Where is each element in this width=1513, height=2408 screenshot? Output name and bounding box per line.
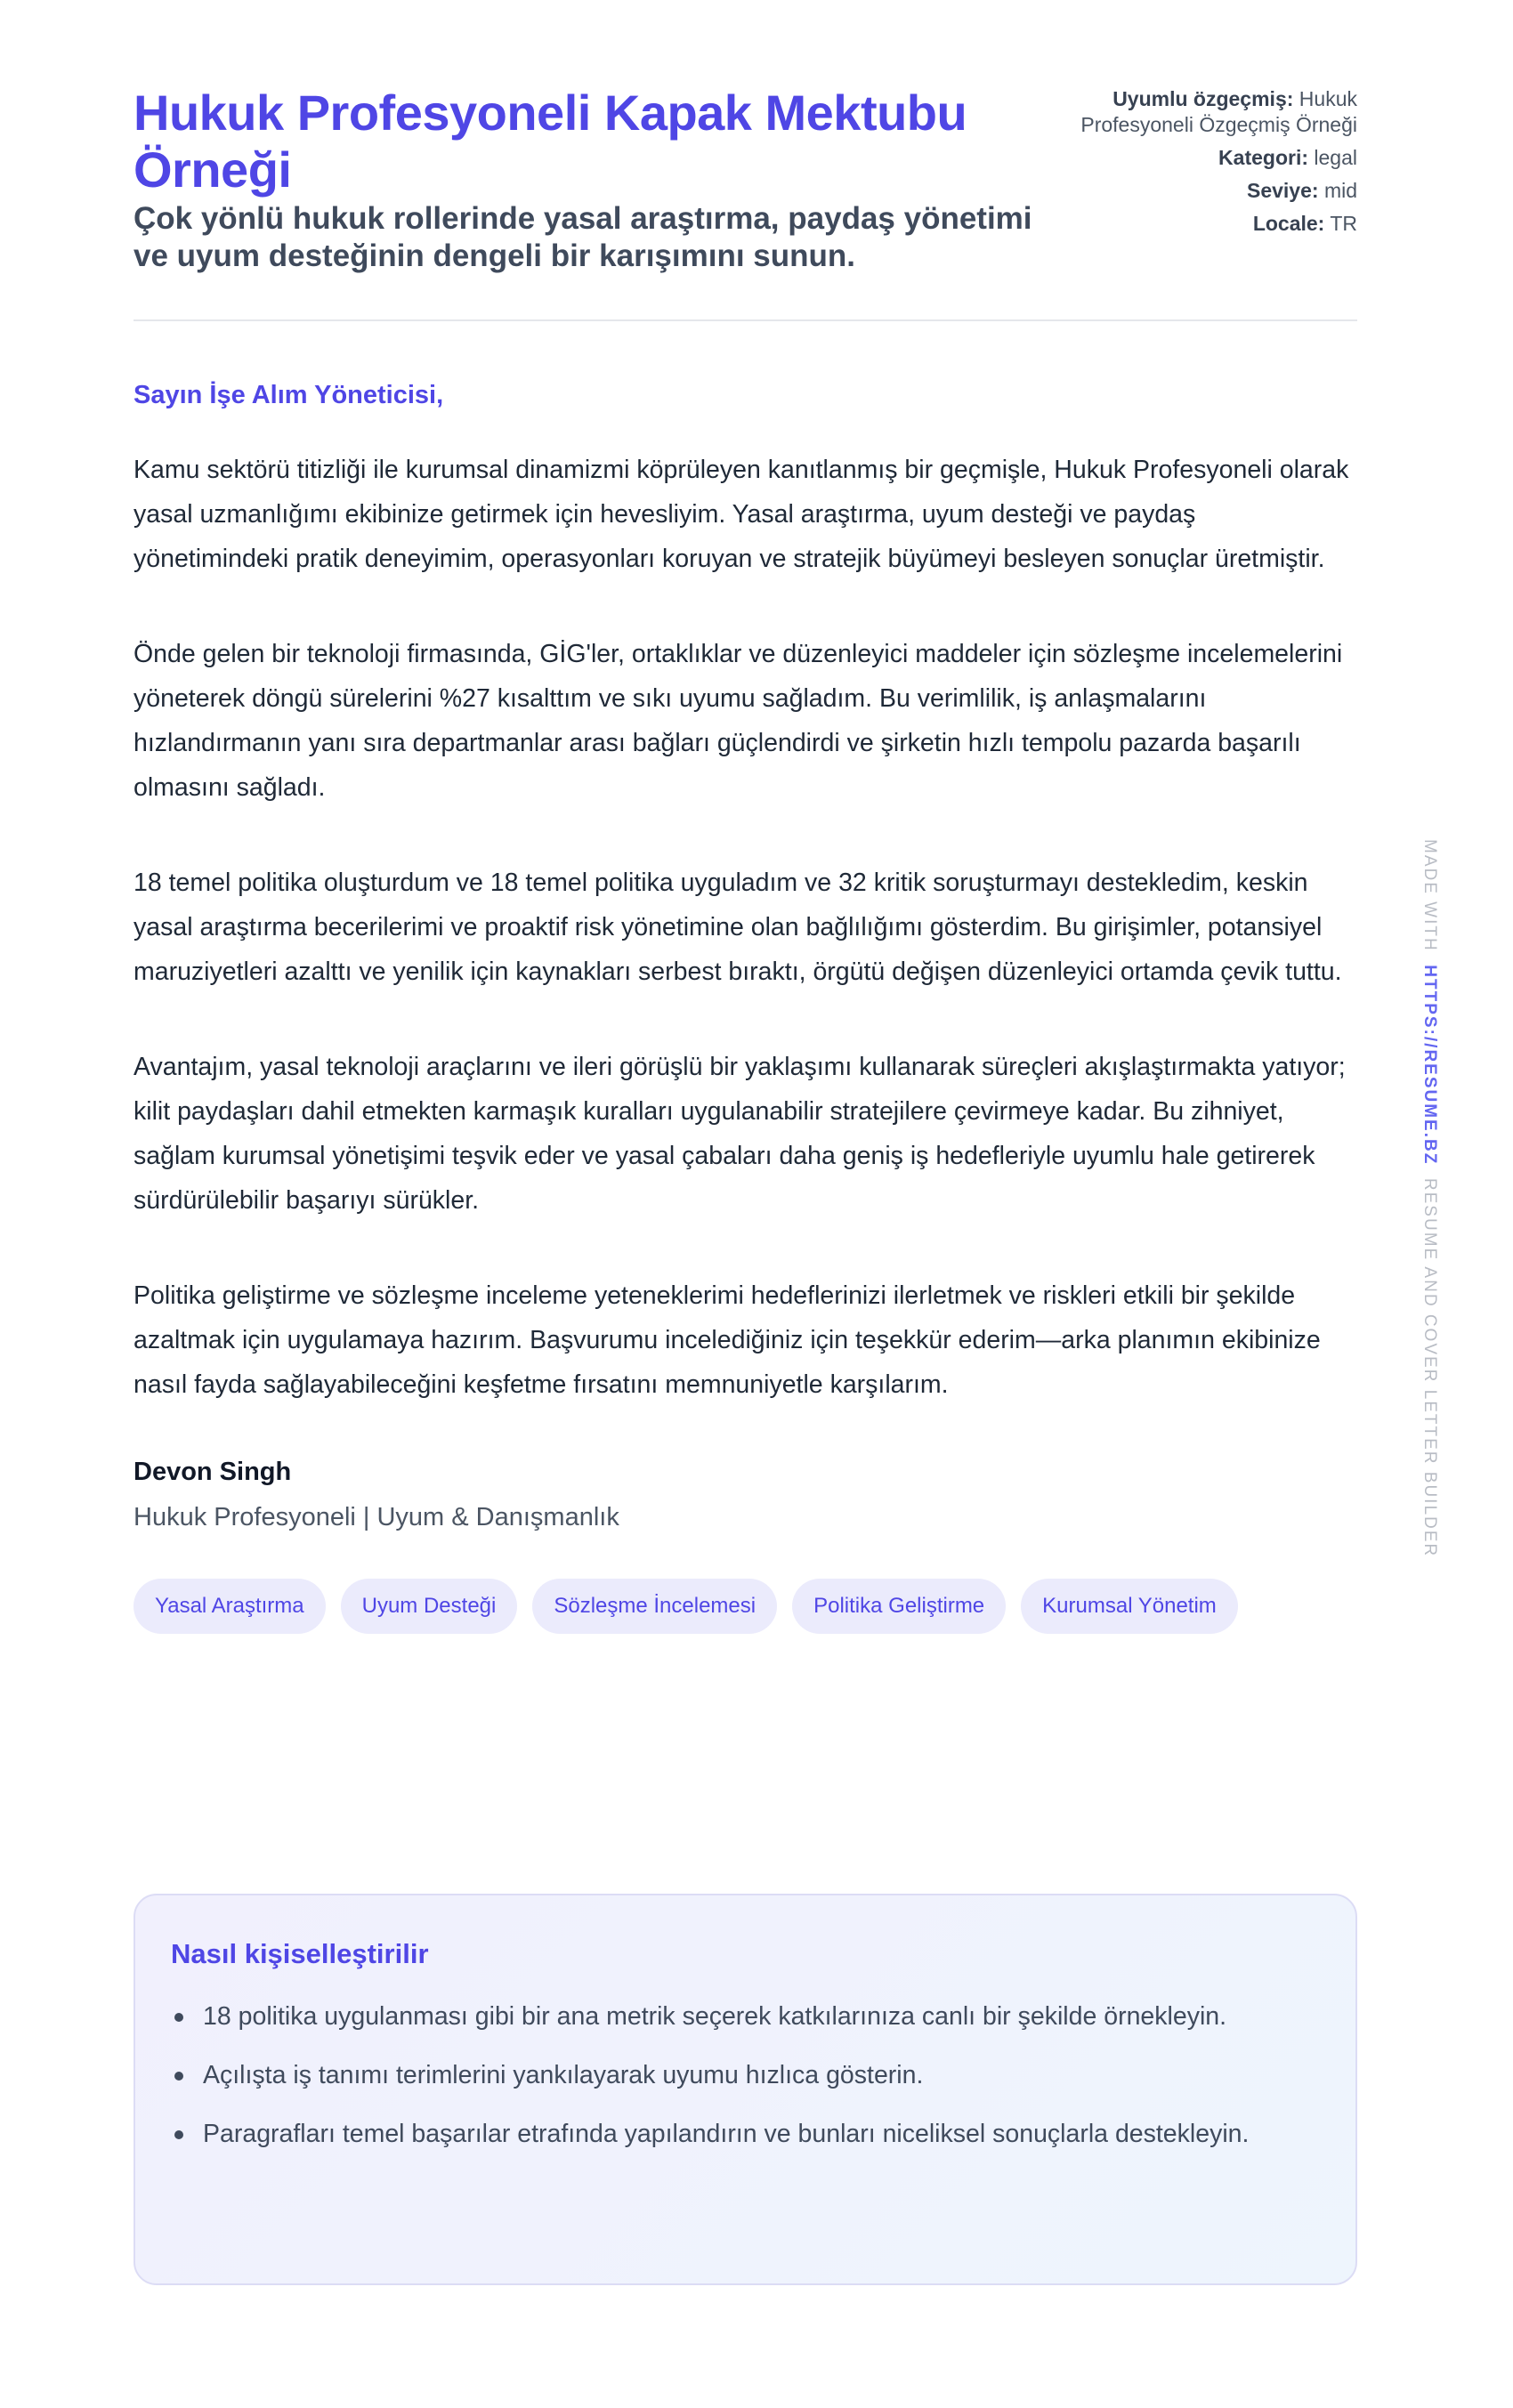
- meta-level: Seviye: mid: [1246, 179, 1357, 202]
- tips-list: [171, 1995, 1320, 2156]
- meta-info: [1072, 86, 1357, 275]
- skill-tag: Uyum Desteği: [341, 1579, 518, 1634]
- paragraph: Avantajım, yasal teknoloji araçlarını ve ileri görüşlü bir yaklaşımı kullanarak süreçleri akışlaştırmakta yatıyor; kilit paydaşları dahil etmekten karmaşık kuralları uygulanabilir stratejilere çevirmeye kadar. Bu zihniyet, sağlam kurumsal yönetişimi teşvik eder ve yasal çabaları daha geniş iş hedefleriyle uyumlu hale getirerek sürdürülebilir başarıyı sürükler.: [134, 1053, 1346, 1215]
- paragraph: 18 temel politika oluşturdum ve 18 temel politika uyguladım ve 32 kritik soruşturmayı destekledim, keskin yasal araştırma becerilerimi ve proaktif risk yönetimine olan bağlılığımı gösterdim. Bu girişimler, potansiyel maruziyetleri azalttı ve yenilik için kaynakları serbest bıraktı, örgütü değişen düzenleyici ortamda çevik tuttu.: [134, 869, 1342, 986]
- tip-item: Paragrafları temel başarılar etrafında yapılandırın ve bunları niceliksel sonuçlarla destekleyin.: [171, 2113, 1320, 2156]
- signature-name: Devon Singh: [134, 1458, 292, 1486]
- resume-link[interactable]: Hukuk Profesyoneli Özgeçmiş Örneği: [1080, 87, 1357, 136]
- letter-body: [134, 381, 1357, 1634]
- meta-resume: Uyumlu özgeçmiş: Hukuk Profesyoneli Özgeçmiş Örneği: [1080, 87, 1357, 136]
- skill-tags: [134, 1579, 1357, 1634]
- meta-category: Kategori: legal: [1218, 146, 1357, 169]
- skill-tag: Sözleşme İncelemesi: [532, 1579, 777, 1634]
- paragraph: Kamu sektörü titizliği ile kurumsal dinamizmi köprüleyen kanıtlanmış bir geçmişle, Hukuk Profesyoneli olarak yasal uzmanlığımı ekibinize getirmek için hevesliyim. Yasal araştırma, uyum desteği ve paydaş yönetimindeki pratik deneyimim, operasyonları koruyan ve stratejik büyümeyi besleyen sonuçlar üretmiştir.: [134, 456, 1349, 573]
- tips-box: [134, 1894, 1357, 2285]
- page-header: [134, 85, 1357, 275]
- meta-locale: Locale: TR: [1252, 212, 1357, 235]
- paragraph: Politika geliştirme ve sözleşme inceleme yeteneklerimi hedeflerinizi ilerletmek ve riskleri etkili bir şekilde azaltmak için uygulamaya hazırım. Başvurumu incelediğiniz için teşekkür ederim—arka planımın ekibinize nasıl fayda sağlayabileceğini keşfetme fırsatını memnuniyetle karşılarım.: [134, 1281, 1321, 1399]
- made-with-watermark: MADE WITH HTTPS://RESUME.BZ RESUME AND COVER LETTER BUILDER: [1420, 839, 1439, 1558]
- skill-tag: Politika Geliştirme: [792, 1579, 1006, 1634]
- salutation: Sayın İşe Alım Yöneticisi,: [134, 381, 444, 409]
- page-subtitle: Çok yönlü hukuk rollerinde yasal araştırma, paydaş yönetimi ve uyum desteğinin dengeli bir karışımını sunun.: [134, 201, 1032, 273]
- tip-item: Açılışta iş tanımı terimlerini yankılayarak uyumu hızlıca gösterin.: [171, 2054, 1320, 2097]
- divider: [134, 319, 1357, 321]
- tip-item: 18 politika uygulanması gibi bir ana metrik seçerek katkılarınıza canlı bir şekilde örnekleyin.: [171, 1995, 1320, 2039]
- paragraph: Önde gelen bir teknoloji firmasında, GİG'ler, ortaklıklar ve düzenleyici maddeler için sözleşme incelemelerini yöneterek döngü sürelerini %27 kısalttım ve sıkı uyumu sağladım. Bu verimlilik, iş anlaşmalarını hızlandırmanın yanı sıra departmanlar arası bağları güçlendirdi ve şirketin hızlı tempolu pazarda başarılı olmasını sağladı.: [134, 640, 1343, 802]
- tips-title: Nasıl kişiselleştirilir: [171, 1938, 429, 1969]
- skill-tag: Yasal Araştırma: [134, 1579, 326, 1634]
- page-title: Hukuk Profesyoneli Kapak Mektubu Örneği: [134, 85, 967, 198]
- resume-bz-link[interactable]: HTTPS://RESUME.BZ: [1420, 965, 1439, 1166]
- signature-role: Hukuk Profesyoneli | Uyum & Danışmanlık: [134, 1503, 619, 1531]
- skill-tag: Kurumsal Yönetim: [1021, 1579, 1238, 1634]
